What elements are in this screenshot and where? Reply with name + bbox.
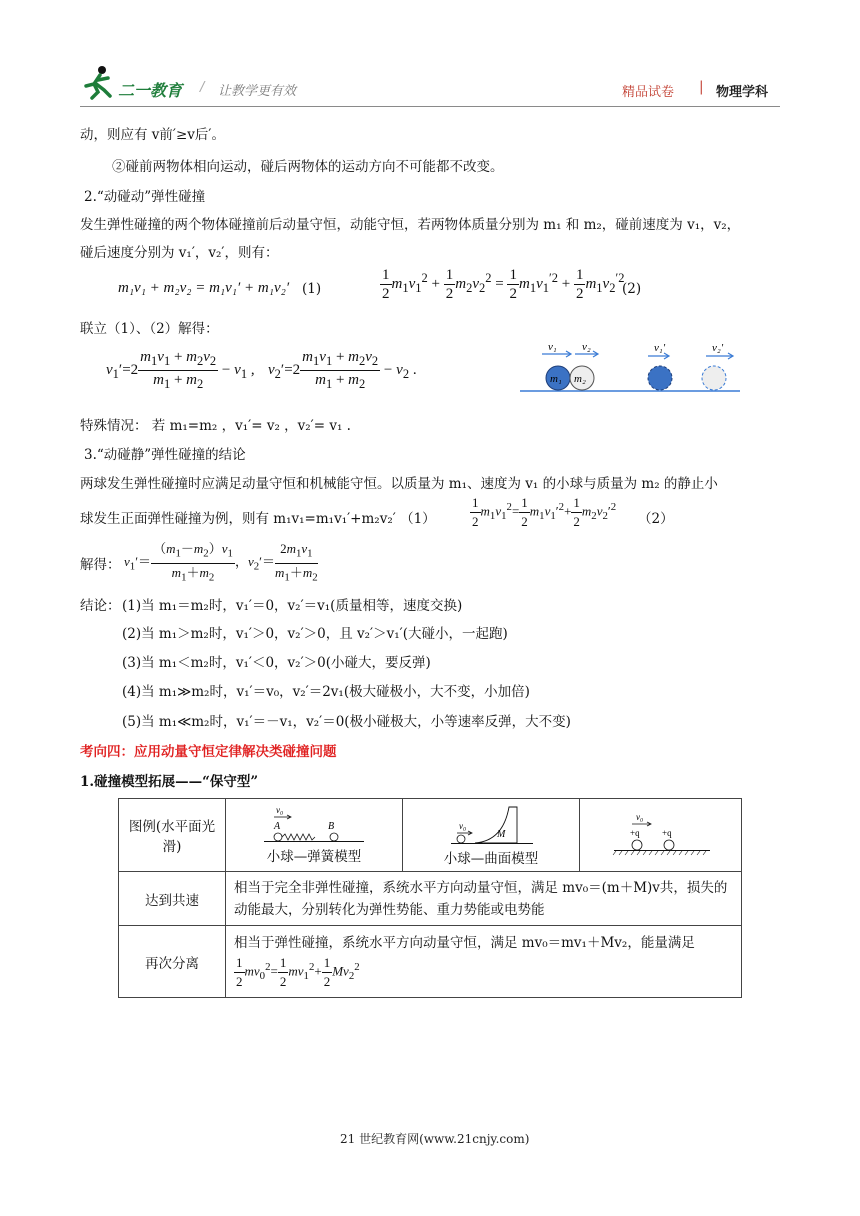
- table-cell-text: 相当于弹性碰撞，系统水平方向动量守恒，满足 mv₀＝mv₁＋Mv₂，能量满足: [234, 935, 695, 951]
- table-cell: [226, 799, 403, 872]
- text-line: 结论：: [80, 598, 121, 614]
- figure-caption: 小球—曲面模型: [443, 851, 539, 867]
- diagram-label: v₁: [548, 341, 557, 353]
- text-line: 球发生正面弹性碰撞为例，则有 m₁v₁=m₁v₁′+m₂v₂′ （1）: [80, 511, 436, 527]
- text-line: 联立（1）、（2）解得：: [80, 321, 219, 337]
- equation-fraction: $\frac{1}{2}$: [382, 267, 390, 302]
- table-cell: [580, 799, 742, 872]
- table-equation: $\frac{1}{2}$ $mv_0^2=$ $\frac{1}{2}$ $mv_1^2+$ $\frac{1}{2}$ $Mv_2^2$: [236, 955, 360, 989]
- table-head: 再次分离: [119, 926, 226, 998]
- charge-model-figure: [606, 810, 716, 860]
- equation-tag: (2): [622, 281, 642, 297]
- header-rule: [80, 106, 780, 107]
- text-line: 动，则应有 v前′≥v后′。: [80, 127, 225, 143]
- section-heading: 考向四：应用动量守恒定律解决类碰撞问题: [80, 744, 337, 760]
- conclusion-item: (1)当 m₁＝m₂时，v₁′＝0，v₂′＝v₁(质量相等，速度交换): [122, 598, 463, 614]
- figure-label: A: [274, 821, 281, 832]
- figure-label: v₀: [459, 821, 467, 831]
- curve-model-figure: [441, 803, 541, 847]
- equation-momentum: [118, 280, 289, 297]
- footer: 21 世纪教育网(www.21cnjy.com): [340, 1132, 530, 1146]
- collision-diagram: [520, 336, 746, 396]
- subheading: 2.“动碰动”弹性碰撞: [84, 189, 206, 205]
- table-row: [119, 926, 742, 998]
- diagram-label: m₁: [550, 373, 562, 385]
- equation-energy: $\frac{1}{2}$ $m_1v_1^2$ + $\frac{1}{2}$ $m_2v_2^2$ = $\frac{1}{2}$ $m_1v_1^{'2}$ + $\frac{1}{2}$ $m_1v_2^{'2}$: [382, 267, 625, 302]
- subheading: 3.“动碰静”弹性碰撞的结论: [84, 447, 246, 463]
- slogan-divider: /: [200, 80, 205, 95]
- table-row: [119, 872, 742, 926]
- solution-static: $v_1'=$ $\frac{(m_1-m_2)v_1}{m_1+m_2}$ ，$v_2'=$ $\frac{2m_1v_1}{m_1+m_2}$: [124, 541, 318, 584]
- equation-tag: （2）: [638, 511, 674, 527]
- figure-label: +q: [661, 828, 672, 838]
- diagram-label: v₁′: [654, 342, 666, 354]
- diagram-label: v₂′: [712, 342, 724, 354]
- conclusion-item: (2)当 m₁＞m₂时，v₁′＞0，v₂′＞0，且 v₂′＞v₁′(大碰小，一起跑): [122, 626, 508, 642]
- table-row: [119, 799, 742, 872]
- equation-momentum-text: m₁v₁ + m₂v₂ = m₁v₁′ + m₁v₂′: [118, 280, 290, 296]
- table-cell: 相当于完全非弹性碰撞，系统水平方向动量守恒，满足 mv₀＝(m＋M)v共，损失的动能最大，分别转化为弹性势能、重力势能或电势能: [226, 872, 742, 926]
- figure-label: v₀: [635, 812, 643, 822]
- conclusion-item: (4)当 m₁≫m₂时，v₁′＝v₀，v₂′＝2v₁(极大碰极小，大不变，小加倍): [122, 684, 530, 700]
- figure-caption: 小球—弹簧模型: [266, 849, 362, 865]
- header-subject: 物理学科: [716, 85, 769, 100]
- figure-label: v₀: [276, 805, 284, 815]
- text-line: 两球发生弹性碰撞时应满足动量守恒和机械能守恒。以质量为 m₁、速度为 v₁ 的小球与质量为 m₂ 的静止小: [80, 476, 718, 492]
- equation-tag: (1): [302, 281, 322, 297]
- figure-label: M: [497, 829, 506, 840]
- equation-fraction: $\frac{1}{2}$: [509, 267, 517, 302]
- energy-equation-2: $\frac{1}{2}$ $m_1v_1^2=$ $\frac{1}{2}$ $m_1v_1'^2+$ $\frac{1}{2}$ $m_2v_2'^2$: [472, 495, 617, 529]
- text-line: ②碰前两物体相向运动，碰后两物体的运动方向不可能都不改变。: [112, 159, 504, 175]
- table-head: 达到共速: [119, 872, 226, 926]
- slogan: 让教学更有效: [218, 84, 297, 99]
- header-separator: |: [699, 79, 704, 95]
- text-line: 解得：: [80, 557, 121, 573]
- solution-v1: $v_1'=2$ $\frac{m_1v_1 + m_2v_2}{m_1 + m_2}$ − $v_1$ ,: [106, 349, 255, 391]
- model-table: [118, 798, 742, 998]
- logo-text: 二一教育: [118, 81, 183, 100]
- figure-label: +q: [629, 828, 640, 838]
- diagram-label: m₂: [574, 373, 586, 385]
- figure-label: B: [328, 821, 335, 832]
- table-head: 图例(水平面光滑): [119, 799, 226, 872]
- text-line: 特殊情况： 若 m₁=m₂ ，v₁′= v₂ ，v₂′= v₁ .: [80, 418, 351, 434]
- diagram-label: v₂: [582, 341, 591, 353]
- conclusion-item: (5)当 m₁≪m₂时，v₁′＝－v₁，v₂′＝0(极小碰极大，小等速率反弹，大不变): [122, 714, 571, 730]
- equation-fraction: $\frac{1}{2}$: [445, 267, 454, 302]
- spring-model-figure: [264, 805, 364, 845]
- solution-v2: $v_2'=2$ $\frac{m_1v_1 + m_2v_2}{m_1 + m_2}$ − $v_2$ .: [268, 349, 417, 391]
- text-line: 碰后速度分别为 v₁′，v₂′，则有：: [80, 245, 279, 261]
- subheading: 1.碰撞模型拓展——“保守型”: [80, 774, 259, 790]
- equation-fraction: $\frac{1}{2}$: [575, 267, 584, 302]
- conclusion-item: (3)当 m₁＜m₂时，v₁′＜0，v₂′＞0(小碰大，要反弹): [122, 655, 431, 671]
- table-cell: [403, 799, 580, 872]
- runner-logo-icon: [82, 64, 116, 100]
- text-line: 发生弹性碰撞的两个物体碰撞前后动量守恒，动能守恒，若两物体质量分别为 m₁ 和 m₂，碰前速度为 v₁，v₂，: [80, 217, 741, 233]
- table-cell: [226, 926, 742, 998]
- header-right-label: 精品试卷: [622, 85, 675, 100]
